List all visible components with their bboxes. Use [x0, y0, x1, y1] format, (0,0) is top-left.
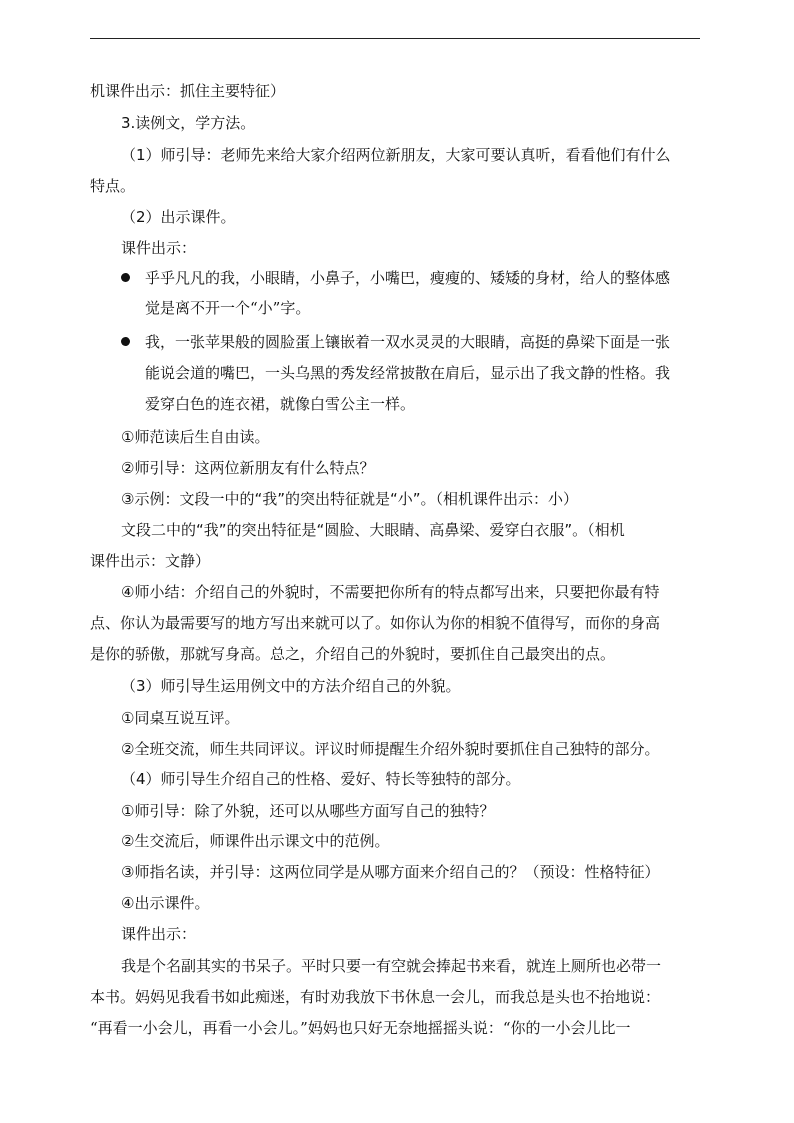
text-line: 点、你认为最需要写的地方写出来就可以了。如你认为你的相貌不值得写，而你的身高	[90, 614, 661, 632]
text-line: （1）师引导：老师先来给大家介绍两位新朋友，大家可要认真听，看看他们有什么	[121, 146, 671, 164]
quote-line: 本书。妈妈见我看书如此痴迷，有时劝我放下书休息一会儿，而我总是头也不抬地说：	[90, 988, 661, 1006]
text-line: 机课件出示：抓住主要特征）	[90, 82, 286, 100]
text-line: （3）师引导生运用例文中的方法介绍自己的外貌。	[121, 677, 461, 695]
header-rule	[90, 38, 700, 39]
text-line: ①师引导：除了外貌，还可以从哪些方面写自己的独特？	[121, 802, 495, 820]
text-line: ①同桌互说互评。	[121, 709, 240, 727]
text-line: （4）师引导生介绍自己的性格、爱好、特长等独特的部分。	[121, 770, 521, 788]
quote-line: 能说会道的嘴巴，一头乌黑的秀发经常披散在肩后，显示出了我文静的性格。我	[145, 364, 671, 382]
text-line: 特点。	[90, 177, 136, 195]
text-line: （2）出示课件。	[121, 208, 236, 226]
quote-line: 爱穿白色的连衣裙，就像白雪公主一样。	[145, 395, 416, 413]
text-line: ②师引导：这两位新朋友有什么特点？	[121, 459, 375, 477]
text-line: 是你的骄傲，那就写身高。总之，介绍自己的外貌时，要抓住自己最突出的点。	[90, 645, 616, 663]
text-line: ④出示课件。	[121, 894, 210, 912]
text-line: ②生交流后，师课件出示课文中的范例。	[121, 832, 390, 850]
text-line: 3.读例文，学方法。	[121, 114, 256, 132]
text-line: 文段二中的“我”的突出特征是“圆脸、大眼睛、高鼻梁、爱穿白衣服”。（相机	[121, 521, 625, 539]
quote-line: “再看一小会儿，再看一小会儿。”妈妈也只好无奈地摇摇头说：“你的一小会儿比一	[90, 1019, 631, 1037]
text-line: ③师指名读，并引导：这两位同学是从哪方面来介绍自己的？（预设：性格特征）	[121, 863, 660, 881]
text-line: 课件出示：	[121, 925, 197, 943]
bullet-icon	[121, 273, 130, 282]
text-line: ②全班交流，师生共同评议。评议时师提醒生介绍外貌时要抓住自己独特的部分。	[121, 740, 660, 758]
bullet-icon	[121, 337, 130, 346]
quote-line: 乎乎凡凡的我，小眼睛，小鼻子，小嘴巴，瘦瘦的、矮矮的身材，给人的整体感	[145, 269, 671, 287]
text-line: ④师小结：介绍自己的外貌时，不需要把你所有的特点都写出来，只要把你最有特	[121, 583, 660, 601]
text-line: ①师范读后生自由读。	[121, 428, 270, 446]
text-line: 课件出示：文静）	[90, 552, 211, 570]
text-line: ③示例：文段一中的“我”的突出特征就是“小”。（相机课件出示：小）	[121, 490, 579, 508]
quote-line: 我是个名副其实的书呆子。平时只要一有空就会捧起书来看，就连上厕所也必带一	[121, 957, 662, 975]
quote-line: 我，一张苹果般的圆脸蛋上镶嵌着一双水灵灵的大眼睛，高挺的鼻梁下面是一张	[145, 333, 671, 351]
quote-line: 觉是离不开一个“小”字。	[145, 299, 311, 317]
text-line: 课件出示：	[121, 239, 197, 257]
